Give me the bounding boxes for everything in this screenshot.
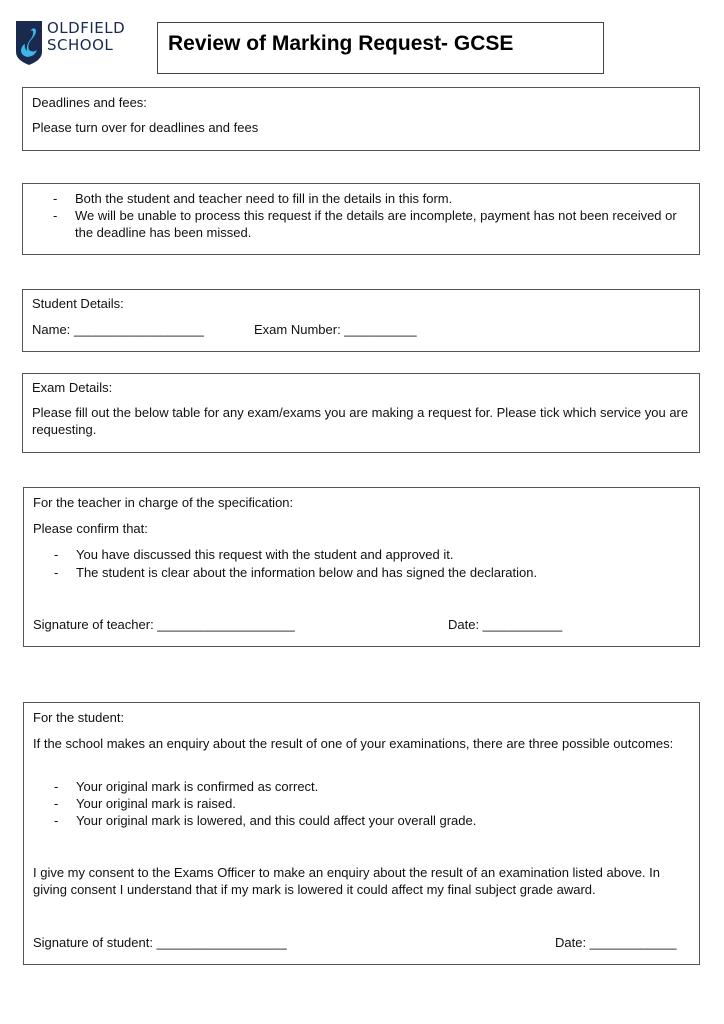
- outcome-item: Your original mark is lowered, and this could affect your overall grade.: [76, 813, 477, 828]
- notes-section: [22, 183, 700, 255]
- student-heading: For the student:: [33, 710, 125, 725]
- bullet-dash: -: [54, 779, 59, 794]
- student-intro: If the school makes an enquiry about the result of one of your examinations, there are three possible outcomes:: [33, 736, 674, 751]
- student-details-section: [22, 289, 700, 352]
- deadlines-section: [22, 87, 700, 151]
- student-section: [23, 702, 700, 965]
- name-field[interactable]: Name: __________________: [32, 322, 205, 337]
- outcome-item: Your original mark is raised.: [76, 796, 236, 811]
- exam-number-field[interactable]: Exam Number: __________: [254, 322, 417, 337]
- teacher-date-field[interactable]: Date: ___________: [448, 617, 563, 632]
- teacher-confirm: Please confirm that:: [33, 521, 148, 536]
- school-name-line2: SCHOOL: [47, 36, 114, 54]
- bullet-dash: -: [54, 565, 59, 580]
- bullet-dash: -: [54, 796, 59, 811]
- bullet-dash: -: [54, 813, 59, 828]
- exam-details-text: Please fill out the below table for any exam/exams you are making a request for. Please tick which service you are requesting.: [32, 405, 689, 437]
- note-item: We will be unable to process this request if the details are incomplete, payment has not been received or the deadline has been missed.: [75, 208, 677, 240]
- teacher-section: [23, 487, 700, 647]
- note-item: Both the student and teacher need to fill in the details in this form.: [75, 191, 453, 206]
- teacher-heading: For the teacher in charge of the specification:: [33, 495, 294, 510]
- student-signature-field[interactable]: Signature of student: __________________: [33, 935, 287, 950]
- exam-details-section: [22, 373, 700, 453]
- bullet-dash: -: [53, 208, 58, 223]
- deadlines-heading: Deadlines and fees:: [32, 95, 147, 110]
- outcome-item: Your original mark is confirmed as correct.: [76, 779, 319, 794]
- page-title: Review of Marking Request- GCSE: [168, 32, 514, 55]
- swan-crest-icon: [15, 20, 43, 66]
- bullet-dash: -: [54, 547, 59, 562]
- consent-text: I give my consent to the Exams Officer to make an enquiry about the result of an examination listed above. In giving consent I understand that if my mark is lowered it could affect my final subject grade award.: [33, 865, 660, 897]
- bullet-dash: -: [53, 191, 58, 206]
- school-logo: [15, 20, 135, 70]
- title-box: [157, 22, 604, 74]
- student-details-heading: Student Details:: [32, 296, 124, 311]
- student-date-field[interactable]: Date: ____________: [555, 935, 677, 950]
- exam-details-heading: Exam Details:: [32, 380, 113, 395]
- teacher-confirm-item: You have discussed this request with the student and approved it.: [76, 547, 454, 562]
- deadlines-text: Please turn over for deadlines and fees: [32, 120, 259, 135]
- teacher-signature-field[interactable]: Signature of teacher: ___________________: [33, 617, 295, 632]
- teacher-confirm-item: The student is clear about the information below and has signed the declaration.: [76, 565, 538, 580]
- school-name-line1: OLDFIELD: [47, 19, 126, 37]
